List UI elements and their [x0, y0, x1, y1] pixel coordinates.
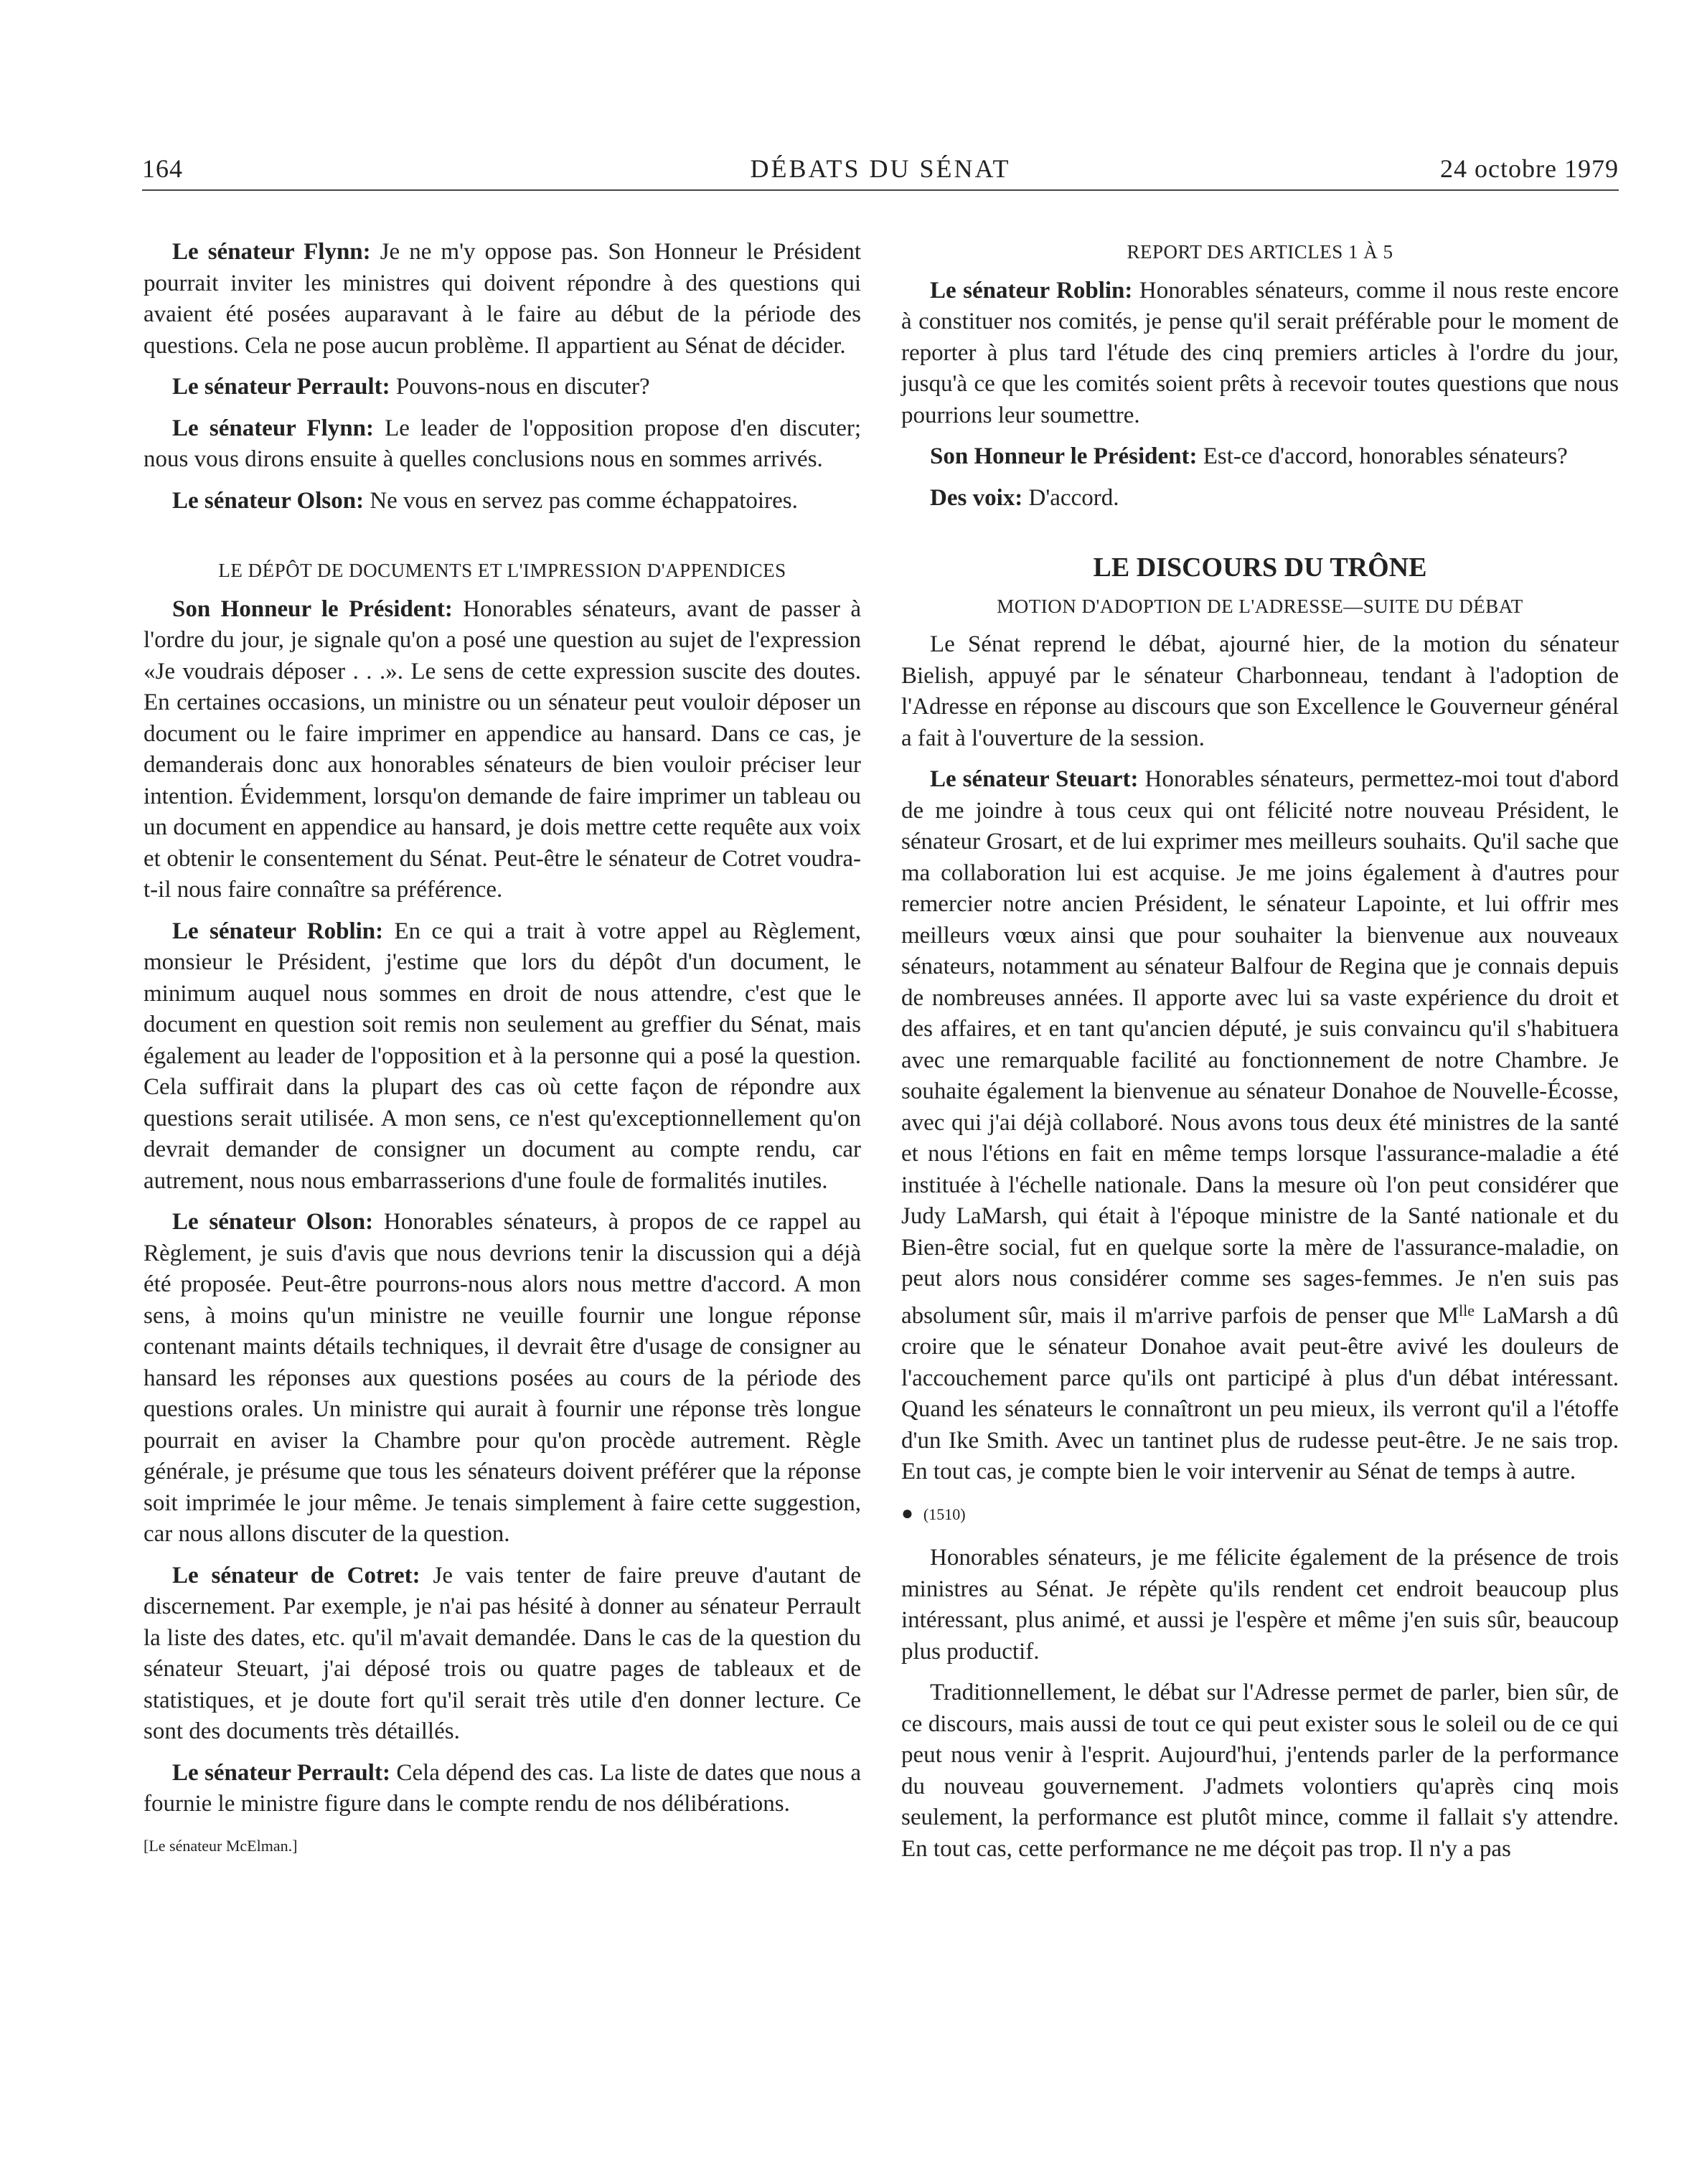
speaker: Le sénateur de Cotret: — [172, 1562, 420, 1588]
speech-text: Cela dépend des cas. La liste de dates que nous a fournie le ministre figure dans le compte rendu de nos délibérations. — [144, 1759, 862, 1817]
speech-text: Est-ce d'accord, honorables sénateurs? — [1197, 443, 1568, 469]
speaker: Le sénateur Roblin: — [930, 277, 1133, 303]
page-date: 24 octobre 1979 — [1440, 154, 1619, 183]
speaker: Son Honneur le Président: — [930, 443, 1198, 469]
speaker: Son Honneur le Président: — [172, 596, 453, 622]
speaker: Le sénateur Roblin: — [172, 918, 384, 944]
section-subheading: MOTION D'ADOPTION DE L'ADRESSE—SUITE DU DÉBAT — [997, 595, 1523, 617]
journal-title: DÉBATS DU SÉNAT — [750, 154, 1011, 183]
speech-text: En ce qui a trait à votre appel au Règlement, monsieur le Président, j'estime que lors du dépôt d'un document, le minimum auquel nous sommes en droit de nous attendre, c'est que le document en question soit remis non seulement au greffier du Sénat, mais également au leader de l'opposition et à la personne qui a posé la question. Cela suffirait dans la plupart des cas où cette façon de répondre aux questions serait utilisée. A mon sens, ce n'est qu'exceptionnellement qu'on devrait demander de consigner un document au compte rendu, car autrement, nous nous embarrasserions d'une foule de formalités inutiles. — [144, 918, 861, 1194]
speech-text: Ne vous en servez pas comme échappatoires. — [364, 487, 798, 514]
right-column — [901, 237, 1619, 1875]
speech-text: LaMarsh a dû croire que le sénateur Donahoe avait peut-être avivé les douleurs de l'accouchement parce qu'ils ont participé à plus d'un débat intéressant. Quand les sénateurs le connaîtront un peu mieux, ils verront qu'il a l'étoffe d'un Ike Smith. Avec un tantinet plus de rudesse peut-être. Je ne sais trop. En tout cas, je compte bien le voir intervenir au Sénat de temps à autre. — [901, 1302, 1619, 1484]
paragraph — [144, 413, 861, 476]
speech-text: Je ne m'y oppose pas. Son Honneur le Président pourrait inviter les ministres qui doivent répondre à des questions qui avaient été posées auparavant à le faire au début de la période des questions. Cela ne pose aucun problème. Il appartient au Sénat de décider. — [144, 239, 861, 359]
bullet-icon: ● — [901, 1502, 913, 1525]
page-number: 164 — [142, 154, 183, 183]
paragraph — [901, 764, 1619, 1488]
speech-text: D'accord. — [1022, 484, 1119, 511]
time-marker — [901, 1498, 1619, 1530]
paragraph — [144, 1758, 861, 1820]
paragraph — [901, 441, 1619, 473]
speech-text: Honorables sénateurs, comme il nous reste encore à constituer nos comités, je pense qu'il serait préférable pour le moment de reporter à plus tard l'étude des cinq premiers articles à l'ordre du jour, jusqu'à ce que les comités soient prêts à recevoir toutes questions que nous pourrions leur soumettre. — [901, 277, 1619, 428]
speaker: Le sénateur Olson: — [172, 1209, 374, 1235]
left-column — [144, 237, 861, 1861]
speech-text: Pouvons-nous en discuter? — [390, 374, 650, 400]
paragraph — [144, 486, 861, 517]
paragraph — [144, 1561, 861, 1748]
speaker: Le sénateur Perrault: — [172, 374, 390, 400]
speaker: Le sénateur Olson: — [172, 487, 365, 514]
paragraph — [144, 594, 861, 906]
speech-text: Honorables sénateurs, avant de passer à l'ordre du jour, je signale qu'on a posé une question au sujet de l'expression «Je voudrais déposer . . .». Le sens de cette expression suscite des doutes. En certaines occasions, un ministre ou un sénateur peut vouloir déposer un document ou le faire imprimer en appendice au hansard. Dans ce cas, je demanderais donc aux honorables sénateurs de bien vouloir préciser leur intention. Évidemment, lorsqu'on demande de faire imprimer un tableau ou un document en appendice au hansard, je dois mettre cette requête aux voix et obtenir le consentement du Sénat. Peut-être le sénateur de Cotret voudra-t-il nous faire connaître sa préférence. — [144, 596, 861, 903]
section-subheading: REPORT DES ARTICLES 1 À 5 — [1127, 241, 1393, 263]
paragraph: Traditionnellement, le débat sur l'Adresse permet de parler, bien sûr, de ce discours, mais aussi de tout ce qui peut exister sous le soleil ou de ce qui peut nous venir à l'esprit. Aujourd'hui, j'entends parler de la performance du nouveau gouvernement. J'admets volontiers qu'après cinq mois seulement, la performance est plutôt mince, comme il fallait s'y attendre. En tout cas, cette performance ne me déçoit pas trop. Il n'y a pas — [901, 1680, 1619, 1862]
paragraph: Honorables sénateurs, je me félicite également de la présence de trois ministres au Sénat. Je répète qu'ils rendent cet endroit beaucoup plus intéressant, plus animé, et aussi je l'espère et même j'en suis sûr, beaucoup plus productif. — [901, 1545, 1619, 1665]
paragraph — [901, 483, 1619, 514]
speech-text: Je vais tenter de faire preuve d'autant de discernement. Par exemple, je n'ai pas hésité à donner au sénateur Perrault la liste des dates, etc. qu'il m'avait demandée. Dans le cas de la question du sénateur Steuart, j'ai déposé trois ou quatre pages de tableaux et de statistiques, et je doute fort qu'il serait très utile d'en donner lecture. Ce sont des documents très détaillés. — [144, 1562, 861, 1744]
speaker: Le sénateur Flynn: — [172, 415, 374, 441]
speaker: Le sénateur Perrault: — [172, 1759, 390, 1786]
paragraph: Le Sénat reprend le débat, ajourné hier, de la motion du sénateur Bielish, appuyé par le sénateur Charbonneau, tendant à l'adoption de l'Adresse en réponse au discours que son Excellence le Gouverneur général a fait à l'ouverture de la session. — [901, 631, 1619, 751]
speaker: Des voix: — [930, 484, 1023, 511]
section-subheading: LE DÉPÔT DE DOCUMENTS ET L'IMPRESSION D'APPENDICES — [218, 560, 786, 581]
speaker: Le sénateur Steuart: — [930, 766, 1139, 792]
paragraph — [901, 276, 1619, 432]
speaker: Le sénateur Flynn: — [172, 239, 371, 265]
speech-text: Honorables sénateurs, permettez-moi tout d'abord de me joindre à tous ceux qui ont félicité notre nouveau Président, le sénateur Grosart, et de lui exprimer mes meilleurs souhaits. Qu'il sache que ma collaboration lui est acquise. Je me joins également à d'autres pour remercier notre ancien Président, le sénateur Lapointe, et lui offrir mes meilleurs vœux ainsi que pour souhaiter la bienvenue aux nouveaux sénateurs, notamment au sénateur Balfour de Regina que je connais depuis de nombreuses années. Il apporte avec lui sa vaste expérience du droit et des affaires, et en tant qu'ancien député, je suis convaincu qu'il s'habituera avec une remarquable facilité au fonctionnement de notre Chambre. Je souhaite également la bienvenue au sénateur Donahoe de Nouvelle-Écosse, avec qui j'ai déjà collaboré. Nous avons tous deux été ministres de la santé et nous l'étions en fait en même temps lorsque l'assurance-maladie a été instituée à l'échelle nationale. Dans la mesure où l'on peut considérer que Judy LaMarsh, qui était à l'époque ministre de la Santé nationale et du Bien-être social, fut en quelque sorte la mère de l'assurance-maladie, on peut alors nous considérer comme ses sages-femmes. Je n'en suis pas absolument sûr, mais il m'arrive parfois de penser que M — [901, 766, 1619, 1329]
speech-text: Le leader de l'opposition propose d'en discuter; nous vous dirons ensuite à quelles conclusions nous en sommes arrivés. — [144, 415, 862, 472]
paragraph — [144, 1207, 861, 1550]
paragraph — [144, 916, 861, 1197]
section-title: LE DISCOURS DU TRÔNE — [1093, 552, 1427, 583]
speech-text: Honorables sénateurs, à propos de ce rappel au Règlement, je suis d'avis que nous devrions tenir la discussion qui a déjà été proposée. Peut-être pourrons-nous alors nous mettre d'accord. A mon sens, à moins qu'un ministre ne veuille fournir une longue réponse contenant maints détails techniques, il devrait être d'usage de consigner au hansard les réponses aux questions posées au cours de la période des questions orales. Un ministre qui aurait à fournir une réponse très longue pourrait en aviser la Chambre pour qu'on procède autrement. Règle générale, je présume que tous les sénateurs doivent préférer que la réponse soit imprimée le jour même. Je tenais simplement à faire cette suggestion, car nous allons discuter de la question. — [144, 1209, 862, 1547]
time-label: (1510) — [923, 1505, 966, 1523]
paragraph — [144, 372, 861, 403]
paragraph — [144, 237, 861, 362]
page-header — [142, 149, 1619, 191]
superscript: lle — [1459, 1301, 1475, 1319]
footer-note: [Le sénateur McElman.] — [144, 1836, 298, 1855]
